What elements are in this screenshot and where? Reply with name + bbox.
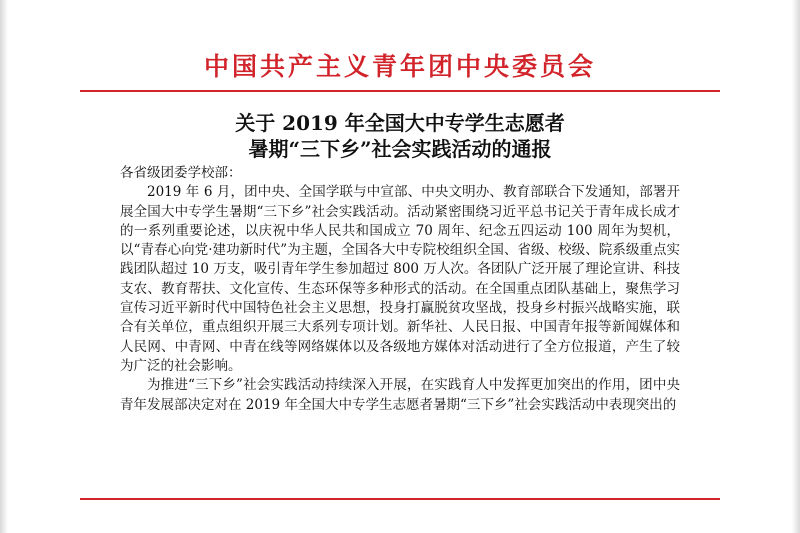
document-title-line-2: 暑期“三下乡”社会实践活动的通报 <box>248 137 552 161</box>
organization-header: 中国共产主义青年团中央委员会 <box>203 52 596 81</box>
body-paragraph: 2019 年 6 月，团中央、全国学联与中宣部、中央文明办、教育部联合下发通知，部署开展全国大中专学生暑期“三下乡”社会实践活动。活动紧密围绕习近平总书记关于青年成长成才的一系列重要论述，以庆祝中华人民共和国成立 70 周年、纪念五四运动 100 周年为契机，以“青春心向党·建功新时代”为主题，全国各大中专院校组织全国、省级、校级、院系级重点实践团队超过 10 万支，吸引青年学生参加超过 800 万人次。各团队广泛开展了理论宣讲、科技支农、教育帮扶、文化宣传、生态环保等多种形式的活动。在全国重点团队基础上，聚焦学习宣传习近平新时代中国特色社会主义思想，投身打赢脱贫攻坚战，投身乡村振兴战略实施，联合有关单位，重点组织开展三大系列专项计划。新华社、人民日报、中国青年报等新闻媒体和人民网、中青网、中青在线等网络媒体以及各级地方媒体对活动进行了全方位报道，产生了较为广泛的社会影响。 <box>120 184 680 374</box>
document-title-line-1: 关于 2019 年全国大中专学生志愿者 <box>235 111 565 135</box>
footer-red-rule <box>80 498 720 500</box>
body-paragraph: 为推进“三下乡”社会实践活动持续深入开展，在实践育人中发挥更加突出的作用，团中央青年发展部决定对在 2019 年全国大中专学生志愿者暑期“三下乡”社会实践活动中表现突出的 <box>120 377 680 413</box>
header-red-rule <box>80 90 720 92</box>
document-body <box>120 164 680 415</box>
salutation: 各省级团委学校部： <box>120 165 242 181</box>
